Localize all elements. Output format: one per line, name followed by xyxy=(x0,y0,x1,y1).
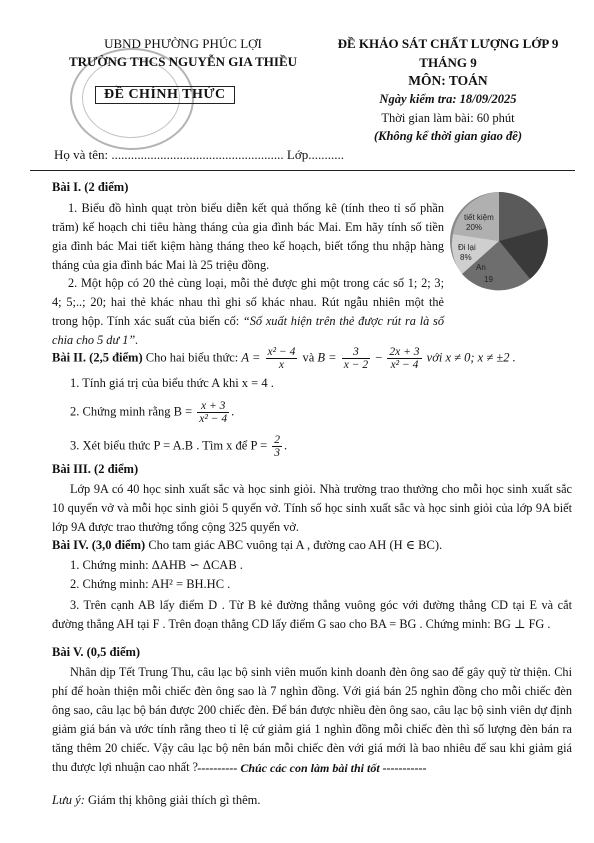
pie-label-4: 8% xyxy=(460,253,472,262)
official-exam-label: ĐỀ CHÍNH THỨC xyxy=(95,86,235,104)
exam-month: THÁNG 9 xyxy=(419,55,477,70)
exam-duration: Thời gian làm bài: 60 phút xyxy=(381,111,515,125)
student-name-field: Họ và tên: ..................................................... Lớp........... xyxy=(54,147,344,162)
section-2-question-1: 1. Tính giá trị của biểu thức A khi x = 4 . xyxy=(70,376,274,390)
expr-a-fraction: $\frac{\text{x² − 4}}{x}$ xyxy=(267,346,296,371)
q2-fraction: $\frac{x + 3}{\text{x² − 4}}$ xyxy=(199,400,228,425)
good-luck-message: ---------- Chúc các con làm bài thi tốt ----------- xyxy=(197,761,427,775)
pie-label-3: Đi lại xyxy=(458,243,476,252)
exam-date: Ngày kiểm tra: 18/09/2025 xyxy=(379,92,517,106)
section-4-intro: Bài IV. (3,0 điểm) Cho tam giác ABC vuông tại A , đường cao AH (H ∈ BC). xyxy=(52,538,443,552)
section-2-question-2: 2. Chứng minh rằng B = $\frac{x + 3}{\text{x² − 4}}$ . xyxy=(70,400,235,425)
spending-pie-chart xyxy=(448,190,550,292)
exam-subject: MÔN: TOÁN xyxy=(408,73,488,88)
pie-label-6: 19 xyxy=(484,275,493,284)
note-label: Lưu ý: xyxy=(52,793,85,807)
section-4-question-1: 1. Chứng minh: ΔAHB ∽ ΔCAB . xyxy=(70,558,243,572)
pie-label-1: tiết kiệm xyxy=(464,213,494,222)
section-1-heading: Bài I. (2 điểm) xyxy=(52,180,129,194)
pie-label-5: An xyxy=(476,263,486,272)
header-divider xyxy=(30,170,575,171)
section-2-question-3: 3. Xét biểu thức P = A.B . Tìm x để P = $\frac{2}{3}$ . xyxy=(70,434,288,459)
section-3-question: Lớp 9A có 40 học sinh xuất sắc và học sinh giỏi. Nhà trường trao thưởng cho mỗi học sinh xuất sắc 10 quyển vở và mỗi học sinh giỏi 5 quyển vở. Tính số học sinh xuất sắc và học sinh giỏi của lớp 9A biết lớp 9A được trao thưởng tổng cộng 325 quyển vở. xyxy=(52,482,572,534)
footer-note: Lưu ý: Giám thị không giải thích gì thêm. xyxy=(52,793,261,807)
expr-b-fraction-2: $\frac{2x + 3}{\text{x² − 4}}$ xyxy=(389,346,420,371)
section-1-question-1: 1. Biểu đồ hình quạt tròn biểu diễn kết quả thống kê (tính theo tỉ số phần trăm) kế hoạch chi tiêu hàng tháng của gia đình bác Mai. Em hãy tính số tiền gia đình bác Mai tiết kiệm hàng tháng theo kế hoạch, biết tổng thu nhập hàng tháng của gia đình bác Mai là 25 triệu đồng. xyxy=(52,201,444,272)
section-4-heading: Bài IV. (3,0 điểm) xyxy=(52,538,146,552)
section-4-question-2: 2. Chứng minh: AH² = BH.HC . xyxy=(70,577,231,591)
section-5-question: Nhân dịp Tết Trung Thu, câu lạc bộ sinh viên muốn kinh doanh đèn ông sao để gây quỹ từ thiện. Chi phí để hoàn thiện mỗi chiếc đèn ông sao là 7 nghìn đồng. Với giá bán 25 nghìn đồng cho mỗi chiếc đèn ông sao, câu lạc bộ bán được 200 chiếc đèn. Để bán được nhiều đèn ông sao, câu lạc bộ sinh viên dự định giảm giá bán và ước tính rằng theo tỉ lệ cứ giảm giá 1 nghìn đồng mỗi chiếc đèn thì số lượng đèn bán ra tăng thêm 20 chiếc. Vậy câu lạc bộ nên bán mỗi chiếc đèn với giá mới là bao nhiêu để sau khi giảm giá thu được lợi nhuận cao nhất ? xyxy=(52,665,572,774)
q3-fraction: $\frac{2}{3}$ xyxy=(274,434,281,459)
exam-title: ĐỀ KHẢO SÁT CHẤT LƯỢNG LỚP 9 xyxy=(337,36,559,51)
section-4-question-3: 3. Trên cạnh AB lấy điểm D . Từ B kẻ đường thẳng vuông góc với đường thẳng CD tại E và cắt đường thẳng AH tại F . Trên đoạn thẳng CD lấy điểm G sao cho BA = BG . Chứng minh: BG ⊥ FG . xyxy=(52,598,572,631)
duration-note: (Không kể thời gian giao đề) xyxy=(373,129,523,143)
school-name: TRƯỜNG THCS NGUYỄN GIA THIỀU xyxy=(68,54,298,69)
section-3-heading: Bài III. (2 điểm) xyxy=(52,462,139,476)
pie-label-2: 20% xyxy=(466,223,483,232)
section-1-question-2: 2. Một hộp có 20 thẻ cùng loại, mỗi thẻ được ghi một trong các số 1; 2; 3; 4; 5;..; 20; hai thẻ khác nhau thì ghi số khác nhau. Rút ngẫu nhiên một thẻ trong hộp. Tính xác suất của biến cố: “Số xuất hiện trên thẻ được rút ra là số chia cho 5 dư 1”. xyxy=(52,276,444,347)
department-name: UBND PHƯỜNG PHÚC LỢI xyxy=(104,36,262,51)
section-5-heading: Bài V. (0,5 điểm) xyxy=(52,645,141,659)
section-2-heading: Bài II. (2,5 điểm) xyxy=(52,350,143,365)
section-2-intro: Bài II. (2,5 điểm) Cho hai biểu thức: A = $\frac{\text{x² − 4}}{x}$ và B = $\frac{3}{x - 2}$ − $\frac{2x + 3}{\text{x² − 4}}$ với x ≠ 0; x ≠ ±2 . xyxy=(52,346,516,371)
expr-b-fraction-1: $\frac{3}{x - 2}$ xyxy=(343,346,369,371)
